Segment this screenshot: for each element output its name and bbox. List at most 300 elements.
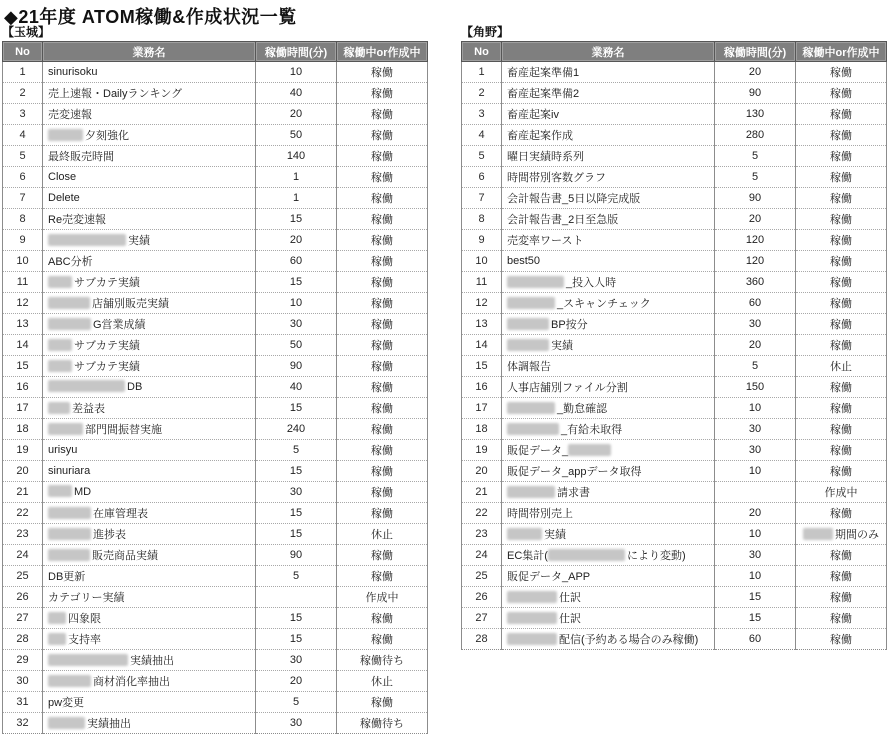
cell-text: 稼働 — [371, 361, 393, 373]
redacted-text — [48, 528, 91, 540]
cell-text: 稼働 — [371, 697, 393, 709]
table-row[interactable] — [462, 524, 887, 545]
cell-text: 稼働 — [371, 382, 393, 394]
cell-status — [337, 671, 428, 692]
table-row[interactable] — [3, 83, 428, 104]
table-row[interactable] — [462, 314, 887, 335]
table-row[interactable] — [462, 62, 887, 83]
cell-no: 20 — [462, 461, 502, 482]
cell-task-name — [43, 608, 256, 629]
cell-text: 稼働 — [371, 151, 393, 163]
table-row[interactable] — [3, 419, 428, 440]
cell-text: 販促データ_APP — [507, 571, 591, 583]
table-row[interactable] — [462, 209, 887, 230]
cell-task-name — [43, 482, 256, 503]
redacted-text — [507, 339, 549, 351]
cell-no: 7 — [462, 188, 502, 209]
cell-text: 稼働 — [371, 67, 393, 79]
cell-task-name — [43, 524, 256, 545]
redacted-text — [507, 297, 555, 309]
redacted-text — [48, 717, 85, 729]
cell-text: 実績抽出 — [130, 654, 174, 667]
cell-minutes: 15 — [256, 608, 337, 629]
cell-minutes: 60 — [715, 293, 796, 314]
table-row[interactable] — [462, 461, 887, 482]
cell-no: 12 — [462, 293, 502, 314]
cell-task-name — [502, 461, 715, 482]
cell-no: 6 — [3, 167, 43, 188]
cell-status — [337, 608, 428, 629]
cell-no: 26 — [462, 587, 502, 608]
cell-no: 2 — [3, 83, 43, 104]
cell-task-name — [43, 293, 256, 314]
cell-no: 3 — [3, 104, 43, 125]
cell-no: 10 — [462, 251, 502, 272]
tasks-table-tamaki[interactable] — [2, 41, 428, 734]
cell-status — [796, 608, 887, 629]
cell-text: 配信(予約ある場合のみ稼働) — [559, 633, 699, 646]
table-row[interactable] — [462, 356, 887, 377]
cell-text: urisyu — [48, 444, 78, 456]
table-row[interactable] — [3, 587, 428, 608]
cell-status — [337, 104, 428, 125]
table-row[interactable] — [3, 671, 428, 692]
cell-text: 作成中 — [824, 487, 858, 499]
cell-no: 31 — [3, 692, 43, 713]
redacted-text — [48, 276, 72, 288]
cell-no: 16 — [3, 377, 43, 398]
table-row[interactable] — [3, 314, 428, 335]
table-header — [462, 42, 887, 62]
redacted-text — [48, 402, 70, 414]
cell-status — [796, 419, 887, 440]
cell-status — [337, 293, 428, 314]
table-row[interactable] — [462, 272, 887, 293]
cell-status — [337, 650, 428, 671]
table-row[interactable] — [3, 566, 428, 587]
cell-status — [796, 251, 887, 272]
table-row[interactable] — [3, 650, 428, 671]
table-row[interactable] — [3, 356, 428, 377]
cell-status — [337, 188, 428, 209]
cell-status — [337, 377, 428, 398]
cell-status — [796, 629, 887, 650]
cell-minutes: 5 — [715, 167, 796, 188]
cell-text: 会計報告書_5日以降完成版 — [507, 193, 641, 205]
cell-text: 稼働 — [371, 109, 393, 121]
table-row[interactable] — [3, 398, 428, 419]
table-header — [3, 42, 428, 62]
table-row[interactable] — [462, 629, 887, 650]
cell-minutes: 90 — [256, 545, 337, 566]
cell-no: 9 — [3, 230, 43, 251]
cell-text: 畜産起案準備2 — [507, 88, 580, 100]
cell-minutes: 30 — [256, 482, 337, 503]
cell-status — [337, 146, 428, 167]
table-row[interactable] — [462, 251, 887, 272]
table-row[interactable] — [462, 167, 887, 188]
cell-task-name — [502, 377, 715, 398]
cell-text: 稼働 — [830, 403, 852, 415]
redacted-text — [48, 633, 66, 645]
cell-task-name — [43, 335, 256, 356]
page-title: ◆21年度 ATOM稼働&作成状況一覧 — [4, 7, 297, 27]
table-row[interactable] — [462, 125, 887, 146]
table-row[interactable] — [462, 188, 887, 209]
cell-text: 稼働 — [371, 193, 393, 205]
table-row[interactable] — [3, 440, 428, 461]
cell-no: 29 — [3, 650, 43, 671]
cell-minutes: 10 — [256, 293, 337, 314]
table-row[interactable] — [3, 251, 428, 272]
cell-text: 稼働 — [830, 424, 852, 436]
cell-status — [337, 629, 428, 650]
cell-text: 支持率 — [68, 633, 101, 646]
cell-no: 27 — [3, 608, 43, 629]
cell-task-name — [502, 482, 715, 503]
cell-text: 休止 — [371, 676, 393, 688]
cell-text: により変動) — [626, 549, 686, 562]
cell-text: 在庫管理表 — [93, 507, 148, 520]
table-row[interactable] — [3, 713, 428, 734]
cell-minutes: 20 — [715, 503, 796, 524]
cell-no: 28 — [3, 629, 43, 650]
table-row[interactable] — [462, 503, 887, 524]
cell-text: 稼働 — [830, 319, 852, 331]
cell-task-name — [502, 293, 715, 314]
cell-task-name — [43, 671, 256, 692]
cell-text: 稼働 — [830, 214, 852, 226]
cell-text: 稼働 — [830, 634, 852, 646]
cell-status — [796, 188, 887, 209]
cell-minutes: 1 — [256, 188, 337, 209]
cell-status — [337, 62, 428, 83]
cell-task-name — [502, 545, 715, 566]
tasks-table-kadono[interactable] — [461, 41, 887, 650]
table-row[interactable] — [462, 83, 887, 104]
cell-text: 仕訳 — [559, 612, 581, 625]
table-row[interactable] — [3, 272, 428, 293]
cell-text: 稼働 — [371, 466, 393, 478]
table-row[interactable] — [462, 398, 887, 419]
cell-text: 畜産起案作成 — [507, 130, 573, 142]
redacted-text — [48, 549, 90, 561]
redacted-text — [48, 380, 125, 392]
cell-minutes: 140 — [256, 146, 337, 167]
table-row[interactable] — [462, 293, 887, 314]
cell-status — [796, 398, 887, 419]
cell-text: 稼働 — [371, 424, 393, 436]
table-row[interactable] — [462, 377, 887, 398]
cell-text: best50 — [507, 255, 541, 267]
cell-status — [337, 587, 428, 608]
redacted-text — [507, 318, 549, 330]
cell-text: BP按分 — [551, 318, 588, 331]
cell-task-name — [502, 335, 715, 356]
table-row[interactable] — [3, 524, 428, 545]
cell-text: 稼働 — [371, 130, 393, 142]
cell-task-name — [502, 146, 715, 167]
cell-text: 畜産起案準備1 — [507, 67, 580, 79]
cell-text: 請求書 — [557, 486, 590, 499]
cell-text: 休止 — [371, 529, 393, 541]
cell-no: 15 — [462, 356, 502, 377]
table-row[interactable] — [3, 188, 428, 209]
table-row[interactable] — [462, 566, 887, 587]
cell-status — [796, 566, 887, 587]
cell-status — [337, 230, 428, 251]
cell-text: 稼働 — [371, 172, 393, 184]
cell-text: 売変率ワースト — [507, 235, 584, 247]
cell-no: 23 — [3, 524, 43, 545]
cell-status — [337, 251, 428, 272]
cell-minutes: 15 — [256, 398, 337, 419]
redacted-text — [507, 276, 564, 288]
redacted-text — [507, 486, 555, 498]
redacted-text — [48, 318, 91, 330]
cell-status — [796, 440, 887, 461]
table-row[interactable] — [3, 146, 428, 167]
cell-text: 稼働 — [371, 613, 393, 625]
redacted-text — [48, 675, 91, 687]
cell-no: 12 — [3, 293, 43, 314]
redacted-text — [48, 423, 83, 435]
cell-text: Re売変速報 — [48, 214, 107, 226]
cell-no: 5 — [3, 146, 43, 167]
cell-minutes: 1 — [256, 167, 337, 188]
cell-task-name — [43, 377, 256, 398]
cell-task-name — [43, 440, 256, 461]
column-header: 業務名 — [502, 42, 715, 62]
cell-text: 稼働 — [371, 88, 393, 100]
cell-text: 部門間振替実施 — [85, 423, 162, 436]
table-row[interactable] — [3, 62, 428, 83]
cell-task-name — [502, 503, 715, 524]
cell-task-name — [43, 356, 256, 377]
cell-minutes: 15 — [256, 209, 337, 230]
cell-minutes: 130 — [715, 104, 796, 125]
cell-task-name — [43, 272, 256, 293]
cell-task-name — [502, 524, 715, 545]
cell-text: サブカテ実績 — [74, 339, 140, 352]
cell-minutes: 40 — [256, 83, 337, 104]
table-row[interactable] — [462, 230, 887, 251]
cell-text: 稼働 — [371, 340, 393, 352]
cell-text: 売上速報・Dailyランキング — [48, 88, 183, 100]
table-row[interactable] — [3, 209, 428, 230]
table-row[interactable] — [3, 377, 428, 398]
table-row[interactable] — [3, 230, 428, 251]
cell-text: 稼働 — [830, 340, 852, 352]
column-header: 稼働時間(分) — [715, 42, 796, 62]
cell-minutes: 15 — [256, 272, 337, 293]
cell-text: 稼働 — [371, 277, 393, 289]
cell-task-name — [43, 650, 256, 671]
cell-task-name — [43, 104, 256, 125]
cell-text: 稼働 — [371, 508, 393, 520]
cell-status — [796, 62, 887, 83]
cell-status — [796, 146, 887, 167]
cell-task-name — [43, 587, 256, 608]
redacted-text — [48, 612, 66, 624]
cell-text: 稼働 — [830, 571, 852, 583]
redacted-text — [507, 402, 555, 414]
cell-task-name — [502, 629, 715, 650]
table-row[interactable] — [462, 545, 887, 566]
cell-task-name — [43, 503, 256, 524]
cell-text: 進捗表 — [93, 528, 126, 541]
cell-task-name — [43, 125, 256, 146]
cell-no: 18 — [462, 419, 502, 440]
cell-text: 稼働 — [830, 88, 852, 100]
redacted-text — [803, 528, 833, 540]
section-label-tamaki: 【玉城】 — [2, 25, 51, 39]
table-row[interactable] — [3, 482, 428, 503]
cell-text: _投入人時 — [566, 276, 617, 289]
column-header: 業務名 — [43, 42, 256, 62]
cell-text: _有給未取得 — [561, 423, 623, 436]
cell-text: 体調報告 — [507, 361, 551, 373]
cell-minutes: 120 — [715, 251, 796, 272]
cell-text: MD — [74, 485, 92, 498]
cell-minutes: 10 — [715, 566, 796, 587]
cell-minutes: 20 — [256, 104, 337, 125]
table-row[interactable] — [3, 335, 428, 356]
table-row[interactable] — [462, 104, 887, 125]
cell-text: 休止 — [830, 361, 852, 373]
cell-text: 稼働 — [830, 67, 852, 79]
table-row[interactable] — [3, 104, 428, 125]
cell-task-name — [43, 566, 256, 587]
cell-minutes: 50 — [256, 335, 337, 356]
table-row[interactable] — [462, 587, 887, 608]
cell-status — [337, 461, 428, 482]
redacted-text — [48, 360, 72, 372]
cell-status — [796, 377, 887, 398]
table-row[interactable] — [3, 692, 428, 713]
cell-no: 4 — [462, 125, 502, 146]
cell-text: 稼働 — [830, 109, 852, 121]
cell-text: Close — [48, 171, 77, 183]
table-row[interactable] — [462, 335, 887, 356]
redacted-text — [48, 234, 126, 246]
table-row[interactable] — [462, 146, 887, 167]
cell-status — [796, 545, 887, 566]
table-row[interactable] — [462, 419, 887, 440]
cell-no: 19 — [3, 440, 43, 461]
cell-no: 8 — [3, 209, 43, 230]
cell-status — [796, 83, 887, 104]
cell-task-name — [43, 209, 256, 230]
redacted-text — [48, 129, 83, 141]
cell-task-name — [43, 629, 256, 650]
cell-minutes — [715, 482, 796, 503]
cell-no: 14 — [462, 335, 502, 356]
cell-minutes: 30 — [256, 713, 337, 734]
cell-minutes: 60 — [715, 629, 796, 650]
cell-status — [796, 230, 887, 251]
cell-text: 稼働 — [830, 298, 852, 310]
table-row[interactable] — [3, 608, 428, 629]
cell-minutes: 15 — [715, 608, 796, 629]
redacted-text — [48, 507, 91, 519]
cell-minutes: 90 — [256, 356, 337, 377]
cell-minutes: 120 — [715, 230, 796, 251]
cell-minutes: 20 — [715, 62, 796, 83]
cell-minutes: 20 — [715, 335, 796, 356]
redacted-text — [48, 297, 90, 309]
table-row[interactable] — [3, 629, 428, 650]
cell-status — [796, 482, 887, 503]
table-row[interactable] — [3, 167, 428, 188]
column-header: 稼働時間(分) — [256, 42, 337, 62]
cell-status — [796, 314, 887, 335]
cell-text: サブカテ実績 — [74, 276, 140, 289]
cell-text: _勤怠確認 — [557, 402, 608, 415]
cell-text: 稼働 — [830, 193, 852, 205]
cell-text: 畜産起案iv — [507, 109, 559, 121]
table-row[interactable] — [3, 293, 428, 314]
cell-no: 21 — [462, 482, 502, 503]
cell-no: 10 — [3, 251, 43, 272]
cell-minutes: 20 — [256, 230, 337, 251]
cell-status — [337, 692, 428, 713]
cell-text: 稼働 — [830, 130, 852, 142]
cell-minutes: 5 — [715, 356, 796, 377]
table-row[interactable] — [3, 545, 428, 566]
cell-task-name — [43, 62, 256, 83]
table-row[interactable] — [462, 440, 887, 461]
cell-text: G営業成績 — [93, 318, 146, 331]
cell-status — [337, 545, 428, 566]
cell-task-name — [502, 356, 715, 377]
cell-text: 稼働 — [830, 592, 852, 604]
cell-text: 稼働 — [830, 382, 852, 394]
table-row[interactable] — [462, 482, 887, 503]
cell-no: 23 — [462, 524, 502, 545]
cell-text: 商材消化率抽出 — [93, 675, 170, 688]
cell-task-name — [502, 104, 715, 125]
cell-minutes: 15 — [256, 461, 337, 482]
cell-task-name — [43, 230, 256, 251]
table-row[interactable] — [462, 608, 887, 629]
cell-task-name — [43, 419, 256, 440]
cell-text: ABC分析 — [48, 256, 93, 268]
cell-minutes: 5 — [256, 440, 337, 461]
cell-task-name — [502, 419, 715, 440]
column-header: 稼働中or作成中 — [796, 42, 887, 62]
cell-status — [796, 356, 887, 377]
table-row[interactable] — [3, 503, 428, 524]
table-row[interactable] — [3, 125, 428, 146]
cell-no: 4 — [3, 125, 43, 146]
cell-minutes: 20 — [256, 671, 337, 692]
cell-text: 四象限 — [68, 612, 101, 625]
table-row[interactable] — [3, 461, 428, 482]
cell-text: 夕刻強化 — [85, 129, 129, 142]
cell-no: 16 — [462, 377, 502, 398]
cell-no: 8 — [462, 209, 502, 230]
cell-status — [337, 503, 428, 524]
cell-task-name — [502, 566, 715, 587]
cell-text: 実績抽出 — [87, 717, 131, 730]
cell-minutes: 30 — [715, 545, 796, 566]
cell-task-name — [502, 440, 715, 461]
cell-no: 25 — [462, 566, 502, 587]
cell-text: 稼働 — [371, 319, 393, 331]
cell-no: 1 — [3, 62, 43, 83]
cell-task-name — [43, 545, 256, 566]
